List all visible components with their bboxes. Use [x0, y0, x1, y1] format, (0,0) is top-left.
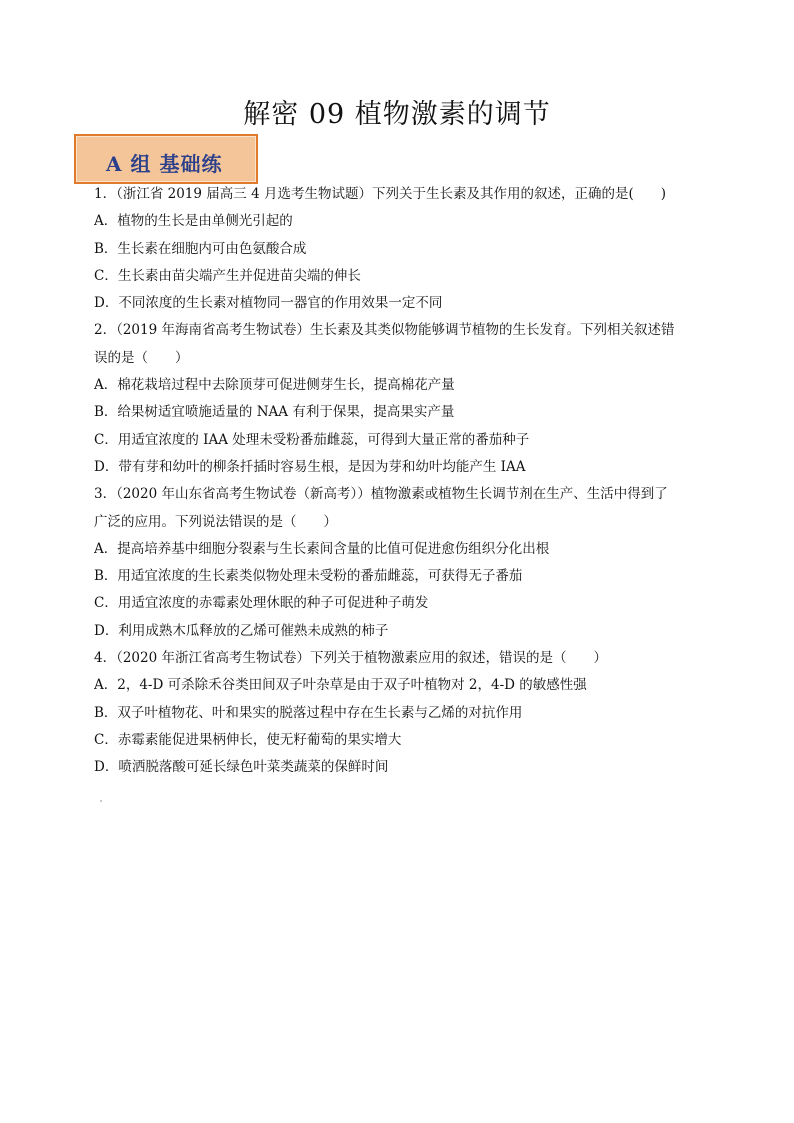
question-3-option-b: B．用适宜浓度的生长素类似物处理未受粉的番茄雌蕊，可获得无子番茄: [94, 568, 523, 585]
question-2-option-a: A．棉花栽培过程中去除顶芽可促进侧芽生长，提高棉花产量: [94, 377, 455, 394]
question-1-stem: 1．（浙江省 2019 届高三 4 月选考生物试题）下列关于生长素及其作用的叙述，正确的是( ): [94, 186, 666, 202]
question-4-option-a: A．2，4-D 可杀除禾谷类田间双子叶杂草是由于双子叶植物对 2，4-D 的敏感性强: [94, 677, 587, 694]
question-4-option-b: B．双子叶植物花、叶和果实的脱落过程中存在生长素与乙烯的对抗作用: [94, 704, 523, 721]
page-title: 解密 09 植物激素的调节: [243, 99, 551, 130]
group-label: A 组 基础练: [106, 152, 223, 176]
question-3-stem: 3．（2020 年山东省高考生物试卷（新高考））植物激素或植物生长调节剂在生产、生活中得到了: [94, 486, 668, 503]
question-1-option-b: B．生长素在细胞内可由色氨酸合成: [94, 240, 307, 257]
stray-mark: [100, 800, 102, 802]
question-2-stem-cont: 误的是（ ）: [94, 349, 189, 366]
question-4-option-d: D．喷洒脱落酸可延长绿色叶菜类蔬菜的保鲜时间: [94, 759, 389, 776]
question-3-option-c: C．用适宜浓度的赤霉素处理休眠的种子可促进种子萌发: [94, 595, 429, 612]
question-4-stem: 4．（2020 年浙江省高考生物试卷）下列关于植物激素应用的叙述，错误的是（ ）: [94, 650, 607, 667]
question-1-option-d: D．不同浓度的生长素对植物同一器官的作用效果一定不同: [94, 295, 443, 312]
question-2-stem: 2．（2019 年海南省高考生物试卷）生长素及其类似物能够调节植物的生长发育。下列相关叙述错: [94, 322, 675, 339]
question-3-stem-cont: 广泛的应用。下列说法错误的是（ ）: [94, 513, 337, 530]
question-1-option-a: A．植物的生长是由单侧光引起的: [94, 213, 293, 230]
question-4-option-c: C．赤霉素能促进果柄伸长，使无籽葡萄的果实增大: [94, 731, 402, 748]
question-2-option-c: C．用适宜浓度的 IAA 处理未受粉番茄雌蕊，可得到大量正常的番茄种子: [94, 431, 530, 448]
question-2-option-d: D．带有芽和幼叶的柳条扦插时容易生根，是因为芽和幼叶均能产生 IAA: [94, 458, 526, 475]
question-list: [94, 181, 710, 782]
question-1-option-c: C．生长素由苗尖端产生并促进苗尖端的伸长: [94, 267, 361, 284]
group-badge: [74, 134, 258, 184]
question-3-option-d: D．利用成熟木瓜释放的乙烯可催熟未成熟的柿子: [94, 622, 389, 639]
question-3-option-a: A．提高培养基中细胞分裂素与生长素间含量的比值可促进愈伤组织分化出根: [94, 540, 550, 557]
question-2-option-b: B．给果树适宜喷施适量的 NAA 有利于保果，提高果实产量: [94, 404, 455, 421]
